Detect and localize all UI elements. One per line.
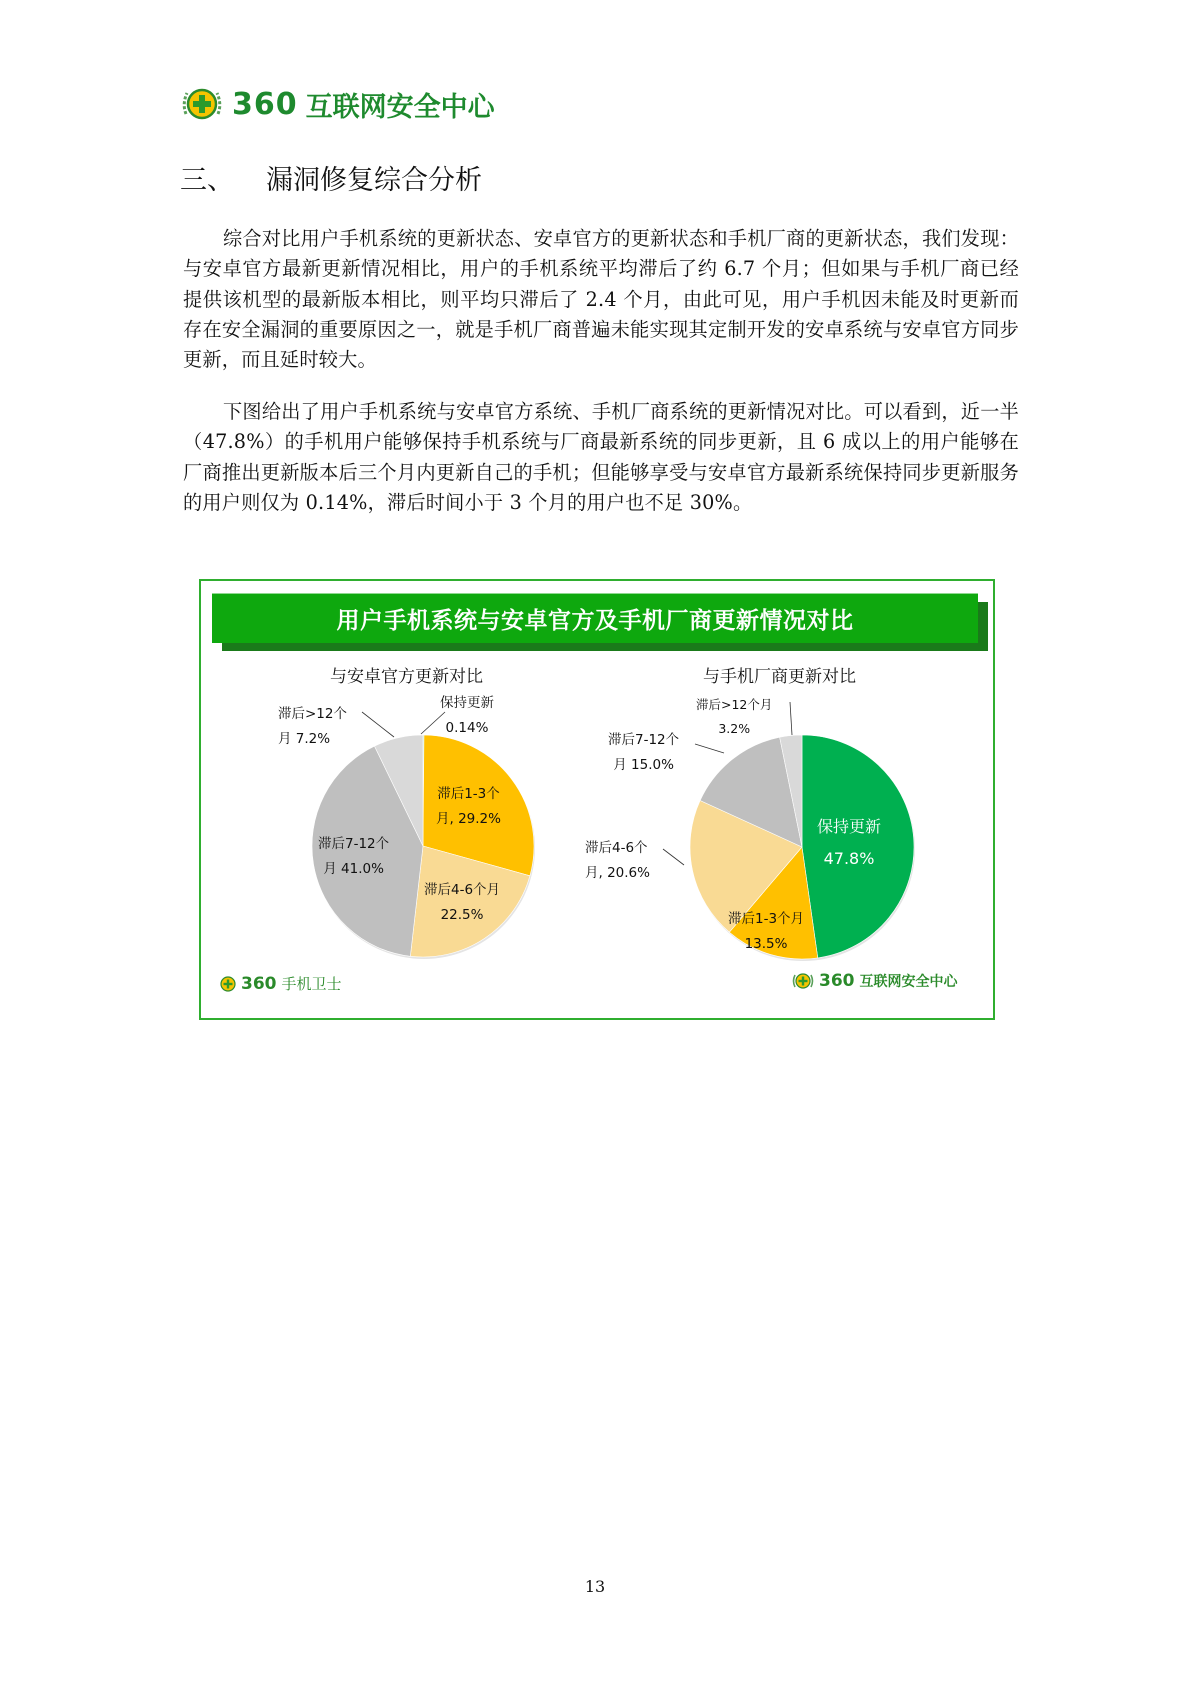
footer-left-number: 360 — [241, 973, 277, 994]
360-shield-logo-icon — [792, 970, 814, 992]
right-label-keep — [817, 811, 881, 875]
logo-number: 360 — [232, 86, 298, 122]
footer-right-number: 360 — [819, 971, 855, 991]
label-line: 滞后4-6个月 — [424, 882, 501, 898]
label-line: 滞后1-3个 — [437, 786, 500, 802]
right-label-1-3 — [728, 907, 804, 957]
section-title: 漏洞修复综合分析 — [266, 165, 482, 196]
label-line: 0.14% — [445, 720, 489, 736]
logo-text: 互联网安全中心 — [305, 91, 495, 123]
label-line: 13.5% — [744, 936, 788, 952]
360-logo-icon — [220, 976, 236, 992]
label-line: 月, 29.2% — [436, 811, 501, 827]
right-label-4-6 — [585, 836, 650, 886]
footer-logo-security-center — [792, 970, 958, 992]
footer-left-text: 手机卫士 — [281, 975, 342, 993]
label-line: 3.2% — [718, 721, 751, 736]
label-line: 保持更新 — [440, 695, 494, 711]
right-chart-title: 与手机厂商更新对比 — [703, 667, 856, 687]
label-line: 22.5% — [440, 907, 484, 923]
label-line: 月 7.2% — [278, 731, 331, 747]
footer-right-text: 互联网安全中心 — [859, 974, 958, 990]
label-line: 滞后1-3个月 — [728, 911, 805, 927]
figure-banner-title: 用户手机系统与安卓官方及手机厂商更新情况对比 — [336, 608, 854, 634]
page-number: 13 — [584, 1577, 606, 1596]
label-line: 保持更新 — [817, 817, 882, 836]
label-line: 滞后>12个 — [278, 706, 347, 722]
paragraph-2: 下图给出了用户手机系统与安卓官方系统、手机厂商系统的更新情况对比。可以看到，近一半（47.8%）的手机用户能够保持手机系统与厂商最新系统的同步更新，且 6 成以上的用户能够在厂商推出更新版本后三个月内更新自己的手机；但能够享受与安卓官方最新系统保持同步更新服务的用户则仅为 0.14%，滞后时间小于 3 个月的用户也不足 30%。 — [183, 400, 1019, 514]
label-line: 47.8% — [823, 849, 875, 868]
left-chart-title: 与安卓官方更新对比 — [330, 667, 483, 687]
label-line: 月 41.0% — [323, 861, 384, 877]
section-number: 三、 — [180, 165, 234, 196]
label-line: 滞后7-12个 — [318, 836, 390, 852]
right-label-7-12 — [608, 728, 679, 778]
label-line: 月 15.0% — [613, 757, 674, 773]
label-line: 滞后7-12个 — [608, 732, 680, 748]
right-label-12plus — [696, 693, 772, 741]
label-line: 滞后>12个月 — [696, 697, 773, 712]
label-line: 滞后4-6个 — [585, 840, 648, 856]
label-line: 月, 20.6% — [585, 865, 650, 881]
paragraph-1: 综合对比用户手机系统的更新状态、安卓官方的更新状态和手机厂商的更新状态，我们发现：与安卓官方最新更新情况相比，用户的手机系统平均滞后了约 6.7 个月；但如果与手机厂商已经提供该机型的最新版本相比，则平均只滞后了 2.4 个月，由此可见，用户手机因未能及时更新而存在安全漏洞的重要原因之一，就是手机厂商普遍未能实现其定制开发的安卓系统与安卓官方同步更新，而且延时较大。 — [183, 227, 1019, 372]
footer-logo-mobile-guard — [220, 973, 342, 994]
